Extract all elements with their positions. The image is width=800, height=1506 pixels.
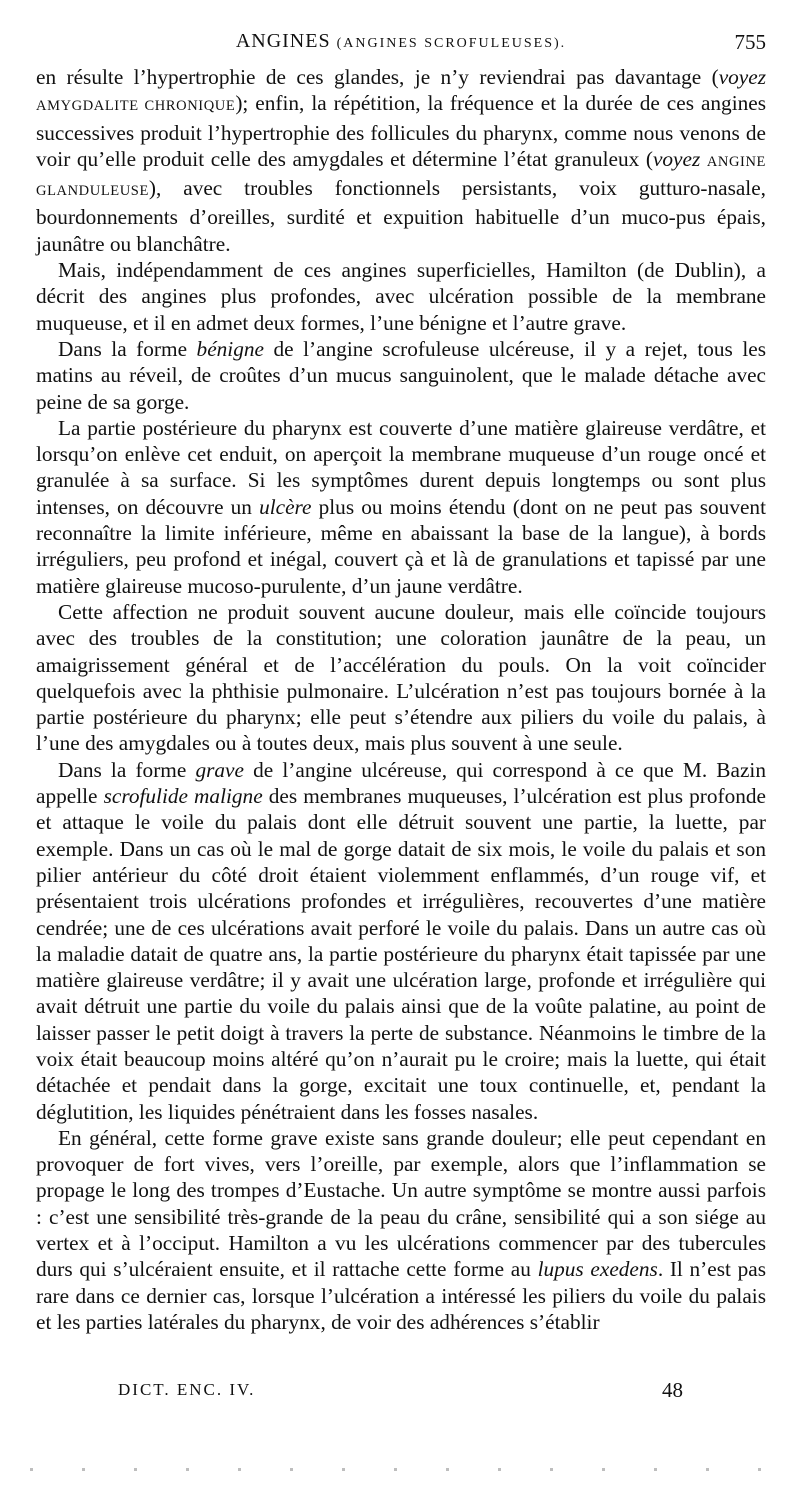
p4-emphasis: ulcère — [259, 494, 312, 519]
p6-text-b: de l’angine ulcéreuse, qui correspond à ce que M. Bazin appelle — [36, 757, 766, 809]
p4-text-b: plus ou moins étendu (dont on ne peut pas souvent reconnaître la limite inférieure, même en abaissant la base de la langue), à bords irréguliers, peu profond et inégal, couvert çà et là de granulations et tapissé par une matière glaireuse mucoso-purulente, d’un jaune verdâtre. — [36, 494, 766, 598]
paragraph-5: Cette affection ne produit souvent aucune douleur, mais elle coïncide toujours avec des troubles de la constitution; une coloration jaunâtre de la peau, un amaigrissement général et de l’accélération du pouls. On la voit coïncider quelquefois avec la phthisie pulmonaire. L’ulcération n’est pas toujours bornée à la partie postérieure du pharynx; elle peut s’étendre aux piliers du voile du palais, à l’une des amygdales ou à toutes deux, mais plus souvent à une seule. — [36, 599, 766, 756]
paragraph-7 — [36, 1125, 766, 1335]
signature-number: 48 — [662, 1378, 683, 1402]
p3-text-b: de l’angine scrofuleuse ulcéreuse, il y a rejet, tous les matins au réveil, de croûtes d’un mucus sanguinolent, que le malade détache avec peine de sa gorge. — [36, 336, 766, 414]
paragraph-3 — [36, 336, 766, 415]
p1-voyez-1: voyez — [718, 65, 766, 89]
signature-mark: DICT. ENC. IV. — [118, 1380, 256, 1399]
paragraph-4 — [36, 415, 766, 599]
running-title-main: ANGINES — [235, 30, 331, 52]
p1-text-b: ); enfin, la répétition, la fréquence et la durée de ces angines successives produit l’hypertrophie des follicules du pharynx, comme nous venons de voir qu’elle produit celle des amygdales et détermine l’état granuleux ( — [36, 91, 766, 171]
p3-text-a: Dans la forme — [58, 336, 197, 361]
p6-emphasis-2: scrofulide maligne — [103, 784, 263, 809]
p1-cross-reference-1: AMYGDALITE CHRONIQUE — [36, 98, 236, 115]
p1-text-c: ), avec troubles fonctionnels persistants, voix gutturo-nasale, bourdonnements d’oreilles, surdité et expuition habituelle d’un muco-pus épais, jaunâtre ou blanchâtre. — [36, 176, 766, 256]
p1-text-a: en résulte l’hypertrophie de ces glandes, je n’y reviendrai pas davantage ( — [36, 65, 719, 89]
paragraph-6 — [36, 757, 766, 1125]
page-number: 755 — [734, 30, 766, 54]
p1-voyez-2: voyez — [652, 146, 701, 171]
paragraph-1 — [36, 64, 766, 257]
p6-emphasis-1: grave — [195, 757, 244, 782]
p3-emphasis: bénigne — [196, 336, 264, 361]
show-through-dots — [30, 1468, 770, 1471]
p6-text-a: Dans la forme — [58, 757, 196, 782]
running-title — [36, 30, 766, 53]
running-head — [36, 30, 766, 56]
paragraph-2: Mais, indépendamment de ces angines superficielles, Hamilton (de Dublin), a décrit des angines plus profondes, avec ulcération possible de la membrane muqueuse, et il en admet deux formes, l’une bénigne et l’autre grave. — [36, 258, 766, 335]
p7-text-a: En général, cette forme grave existe sans grande douleur; elle peut cependant en provoquer de fort vives, vers l’oreille, par exemple, alors que l’inflammation se propage le long des trompes d’Eustache. Un autre symptôme se montre aussi parfois : c’est une sensibilité très-grande de la peau du crâne, sensibilité qui a son siége au vertex et à l’occiput. Hamilton a vu les ulcérations commencer par des tubercules durs qui s’ulcéraient ensuite, et il rattache cette forme au — [36, 1125, 766, 1282]
p6-text-c: des membranes muqueuses, l’ulcération est plus profonde et attaque le voile du palais dont elle détruit souvent une partie, la luette, par exemple. Dans un cas où le mal de gorge datait de six mois, le voile du palais et son pilier antérieur du côté droit étaient violemment enflammés, d’un rouge vif, et présentaient trois ulcérations profondes et irrégulières, recouvertes d’une matière cendrée; une de ces ulcérations avait perforé le voile du palais. Dans un autre cas où la maladie datait de quatre ans, la partie postérieure du pharynx était tapissée par une matière glaireuse verdâtre; il y avait une ulcération large, profonde et irrégulière qui avait détruit une partie du voile du palais ainsi que de la voûte palatine, au point de laisser passer le petit doigt à travers la perte de substance. Néanmoins le timbre de la voix était beaucoup moins altéré qu’on n’aurait pu le croire; mais la luette, qui était détachée et pendait dans la gorge, excitait une toux continuelle, et, pendant la déglutition, les liquides pénétraient dans les fosses nasales. — [36, 784, 766, 1124]
p1-cross-reference-2: ANGINE GLANDULEUSE — [36, 153, 766, 200]
body-text — [36, 64, 766, 1335]
p7-emphasis: lupus exedens — [537, 1257, 658, 1282]
p7-text-b: . Il n’est pas rare dans ce dernier cas, lorsque l’ulcération a intéressé les piliers du voile du palais et les parties latérales du pharynx, de voir des adhérences s’établir — [36, 1257, 767, 1334]
running-title-subtitle: (ANGINES SCROFULEUSES). — [336, 36, 567, 51]
p4-text-a: La partie postérieure du pharynx est couverte d’une matière glaireuse verdâtre, et lorsqu’on enlève cet enduit, on aperçoit la membrane muqueuse d’un rouge oncé et granulée à sa surface. Si les symptômes durent depuis longtemps ou sont plus intenses, on découvre un — [36, 415, 766, 519]
